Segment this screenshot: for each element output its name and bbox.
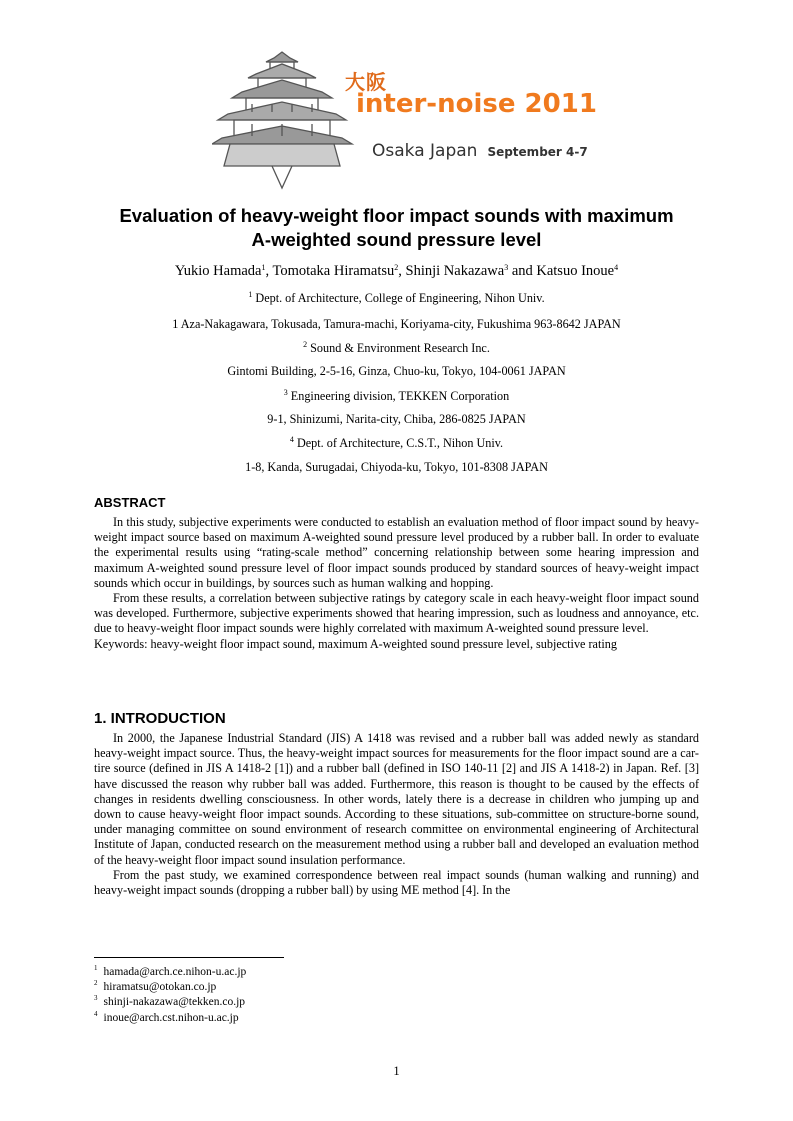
footnote-email: hiramatsu@otokan.co.jp [103, 981, 217, 994]
footnote-sup: 3 [94, 994, 98, 1003]
page-number: 1 [393, 1064, 400, 1078]
affiliation-dept [40, 436, 753, 451]
title-line-2: A-weighted sound pressure level [251, 229, 542, 250]
intro-paragraph: In 2000, the Japanese Industrial Standard (JIS) A 1418 was revised and a rubber ball was added newly as standard heavy-weight impact source. Thus, the heavy-weight impact sources for measurements for the floor impact sound are a car-tire source (defined in JIS A 1418-2 [1]) and a rubber ball (defined in ISO 140-11 [2] and JIS A 1418-2) in Japan. Ref. [3] have discussed the reason why rubber ball was added. Furthermore, this reason is thought to be caused by the effects of changes in residents dwelling consciousness. In other words, lately there is a decrease in children who jumping up and down to cause heavy-weight floor impact sounds. According to these situations, sub-committee on structure-borne sound, under managing committee on sound environment of research committee on environmental engineering of Architectural Institute of Japan, conducted research on the measurement method using a rubber ball and developed an evaluation method of the heavy-weight floor impact sound insulation performance. [94, 731, 699, 867]
logo-dates: September 4-7 [487, 145, 588, 159]
footnote-sup: 1 [94, 964, 98, 972]
footnote [94, 1011, 246, 1026]
author-list [60, 263, 733, 280]
affiliation-address: 1 Aza-Nakagawara, Tokusada, Tamura-machi, Koriyama-city, Fukushima 963-8642 JAPAN [172, 317, 621, 331]
logo-kanji: 大阪 [345, 70, 387, 94]
affiliation-sup: 3 [283, 388, 288, 397]
logo-place: Osaka Japan [372, 141, 478, 161]
affiliation-dept [40, 389, 753, 404]
author-sup: 1 [261, 263, 266, 272]
abstract-paragraph: From these results, a correlation between subjective ratings by category scale in each heavy-weight floor impact sound was developed. Furthermore, subjective experiments showed that hearing impression, such as loudness and annoyance, etc. due to heavy-weight floor impact sounds were highly correlated with maximum A-weighted sound pressure level. [94, 591, 699, 636]
intro-paragraph: From the past study, we examined correspondence between real impact sounds (human walking and running) and heavy-weight impact sounds (dropping a rubber ball) by using ME method [4]. In the [94, 867, 699, 898]
footnote-sup: 4 [94, 1009, 98, 1018]
author-name: Shinji Nakazawa [405, 263, 505, 279]
footnote [94, 980, 246, 995]
footnotes [94, 965, 246, 1026]
affiliation-dept [40, 291, 753, 306]
author-separator: , [265, 263, 273, 279]
author-sup: 4 [614, 263, 619, 272]
affiliation-dept [40, 341, 753, 356]
author-name: Katsuo Inoue [536, 263, 615, 279]
conference-logo [212, 48, 592, 198]
affiliation-address: 1-8, Kanda, Surugadai, Chiyoda-ku, Tokyo, 101-8308 JAPAN [245, 460, 548, 474]
footnote-email: shinji-nakazawa@tekken.co.jp [103, 996, 246, 1009]
author-sup: 2 [394, 263, 399, 272]
affiliation-dept-text: Engineering division, TEKKEN Corporation [290, 389, 510, 403]
author-separator: , [398, 263, 406, 279]
affiliation-sup: 2 [303, 340, 308, 349]
author-name: Yukio Hamada [174, 263, 262, 279]
footnote-email: inoue@arch.cst.nihon-u.ac.jp [103, 1011, 239, 1024]
affiliation-sup: 1 [248, 290, 253, 299]
logo-name: inter-noise 2011 [356, 89, 597, 119]
affiliation-dept-text: Dept. of Architecture, College of Engineering, Nihon Univ. [255, 291, 545, 305]
abstract-heading: ABSTRACT [94, 495, 166, 510]
keywords: Keywords: heavy-weight floor impact sound, maximum A-weighted sound pressure level, subjective rating [94, 636, 617, 651]
intro-heading: 1. INTRODUCTION [94, 710, 226, 727]
author-separator: and [508, 263, 537, 279]
affiliation-address: 9-1, Shinizumi, Narita-city, Chiba, 286-0825 JAPAN [267, 412, 526, 426]
footnote [94, 995, 246, 1010]
abstract-paragraph: In this study, subjective experiments were conducted to establish an evaluation method of floor impact sound by heavy-weight impact source based on maximum A-weighted sound pressure level produced by a rubber ball. In order to evaluate the experimental results using “rating-scale method” concerning relationship between some hearing impression and maximum A-weighted sound pressure level of floor impact sounds produced by standard sources of heavy-weight impact sounds which occur in buildings, by sources such as human walking and hopping. [94, 515, 699, 590]
paper-title [60, 204, 733, 252]
footnote [94, 965, 246, 980]
footnote-sup: 2 [94, 979, 98, 988]
affiliation-address: Gintomi Building, 2-5-16, Ginza, Chuo-ku, Tokyo, 104-0061 JAPAN [227, 364, 566, 378]
intro-body [94, 731, 699, 898]
affiliation-dept-text: Sound & Environment Research Inc. [310, 341, 490, 355]
logo-place-date [372, 141, 588, 161]
author-name: Tomotaka Hiramatsu [272, 263, 395, 279]
footnote-divider [94, 957, 284, 958]
osaka-castle-icon [212, 48, 362, 193]
affiliation-sup: 4 [289, 435, 294, 444]
affiliation-dept-text: Dept. of Architecture, C.S.T., Nihon Univ. [296, 436, 504, 450]
author-sup: 3 [504, 263, 509, 272]
abstract-body [94, 515, 699, 652]
footnote-email: hamada@arch.ce.nihon-u.ac.jp [103, 966, 247, 978]
title-line-1: Evaluation of heavy-weight floor impact sounds with maximum [119, 205, 674, 226]
